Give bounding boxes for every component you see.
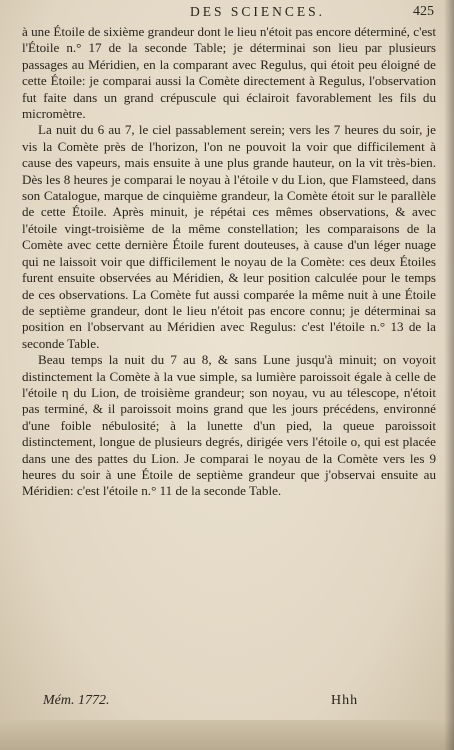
gathering-mark: Hhh bbox=[331, 693, 359, 708]
page-bottom-edge bbox=[0, 720, 454, 750]
paragraph-3: Beau temps la nuit du 7 au 8, & sans Lune jusqu'à minuit; on voyoit distinctement la Comète à la vue simple, sa lumière paroissoit égale à celle de l'étoile η du Lion, de troisième grandeur; son noyau, vu au télescope, n'étoit pas terminé, & il paroissoit moins grand que les jours précédens, environné d'une foible nébulosité; à la lunette d'un pied, la queue paroissoit distinctement, longue de plusieurs degrés, dirigée vers l'étoile ο, qui est placée dans une des pattes du Lion. Je comparai le noyau de la Comète vers les 9 heures du soir à une Étoile de septième grandeur que j'observai ensuite au Méridien: c'est l'étoile n.° 11 de la seconde Table. bbox=[22, 352, 436, 499]
body-text bbox=[22, 24, 436, 500]
page-header bbox=[0, 4, 454, 24]
paragraph-1: à une Étoile de sixième grandeur dont le lieu n'étoit pas encore déterminé, c'est l'Étoile n.° 17 de la seconde Table; je déterminai son lieu par plusieurs passages au Méridien, en la comparant avec Regulus, qui étoit peu éloigné de cette Étoile: je comparai aussi la Comète directement à Regulus, l'observation fut faite dans un grand crépuscule qui éclairoit favorablement les fils du micromètre. bbox=[22, 24, 436, 122]
signature-mark: Mém. 1772. bbox=[43, 693, 110, 708]
page-number: 425 bbox=[413, 4, 434, 19]
paragraph-2: La nuit du 6 au 7, le ciel passablement serein; vers les 7 heures du soir, je vis la Comète près de l'horizon, l'on ne pouvoit la voir que difficilement à cause des vapeurs, mais ensuite à une plus grande hauteur, on la vit très-bien. Dès les 8 heures je comparai le noyau à l'étoile ν du Lion, que Flamsteed, dans son Catalogue, marque de cinquième grandeur, la Comète étoit sur le parallèle de cette Étoile. Après minuit, je répétai ces mêmes observations, & avec l'étoile vingt-troisième de la même constellation; les comparaisons de la Comète avec cette dernière Étoile furent douteuses, à cause d'un léger nuage qui ne laissoit voir que difficilement le noyau de la Comète: ces deux Étoiles furent ensuite observées au Méridien, & leur position calculée pour le temps de ces observations. La Comète fut aussi comparée la même nuit à une Étoile de septième grandeur, dont le lieu n'étoit pas encore connu; je déterminai sa position en l'observant au Méridien avec Regulus: c'est l'étoile n.° 13 de la seconde Table. bbox=[22, 122, 436, 351]
running-head: DES SCIENCES. bbox=[190, 4, 326, 19]
page-footer bbox=[0, 693, 454, 713]
